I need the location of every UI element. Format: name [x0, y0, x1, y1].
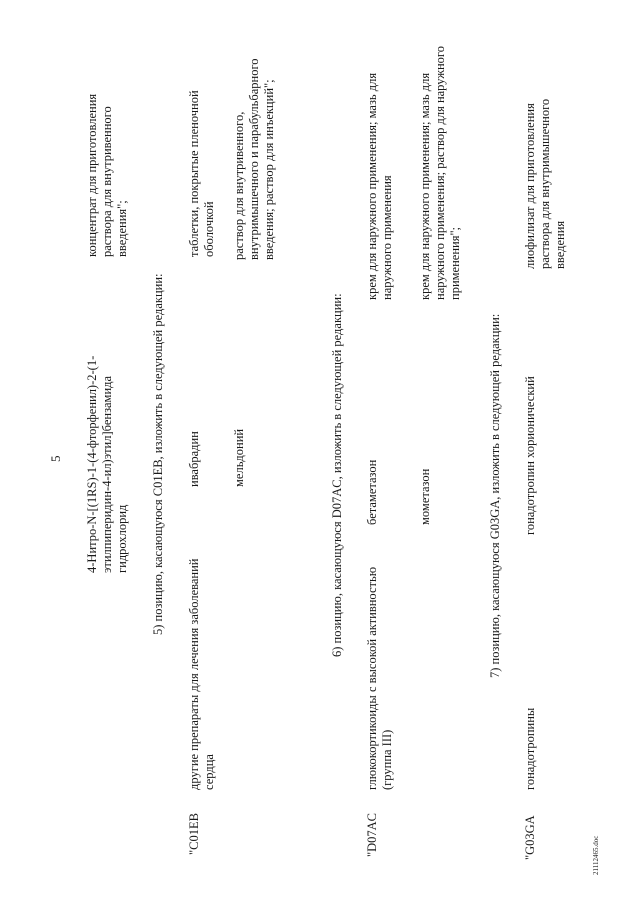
form-betamethasone: крем для наружного применения; мазь для наружного применения: [365, 72, 394, 300]
group-g03ga: гонадотропины: [523, 707, 537, 790]
code-c01eb: "C01EB: [187, 813, 201, 855]
footer-filename: 21112465.doc: [592, 835, 600, 875]
form-ivabradine: таблетки, покрытые пленочной оболочкой: [187, 90, 216, 257]
instruction-c01eb: 5) позицию, касающуюся C01EB, изложить в следующей редакции:: [151, 273, 165, 635]
code-g03ga: "G03GA: [523, 815, 537, 860]
top-drug-name: 4-Нитро-N-[(1RS)-1-(4-фторфенил)-2-(1-этилпиперидин-4-ил)этил]бензамида гидрохлорид: [85, 355, 129, 573]
code-d07ac: "D07AC: [365, 813, 379, 857]
group-d07ac: глюкокортикоиды с высокой активностью (группа III): [365, 566, 394, 790]
drug-mometasone: мометазон: [418, 468, 432, 525]
drug-hcg: гонадотропин хорионический: [523, 376, 537, 535]
group-c01eb: другие препараты для лечения заболеваний сердца: [187, 558, 216, 790]
instruction-g03ga: 7) позицию, касающуюся G03GA, изложить в следующей редакции:: [488, 313, 502, 678]
form-mometasone: крем для наружного применения; мазь для наружного применения; раствор для наружного применения";: [418, 46, 462, 300]
page-number: 5: [48, 455, 63, 462]
drug-ivabradine: ивабрадин: [187, 431, 201, 487]
form-meldonium: раствор для внутривенного, внутримышечного и парабульбарного введения; раствор для инъекций";: [232, 58, 276, 260]
drug-betamethasone: бетаметазон: [365, 459, 379, 525]
form-hcg: лиофилизат для приготовления раствора для внутримышечного введения: [523, 98, 567, 269]
drug-meldonium: мельдоний: [232, 428, 246, 487]
top-drug-form: концентрат для приготовления раствора для внутривенного введения";: [85, 93, 129, 257]
instruction-d07ac: 6) позицию, касающуюся D07AC, изложить в следующей редакции:: [330, 293, 344, 657]
